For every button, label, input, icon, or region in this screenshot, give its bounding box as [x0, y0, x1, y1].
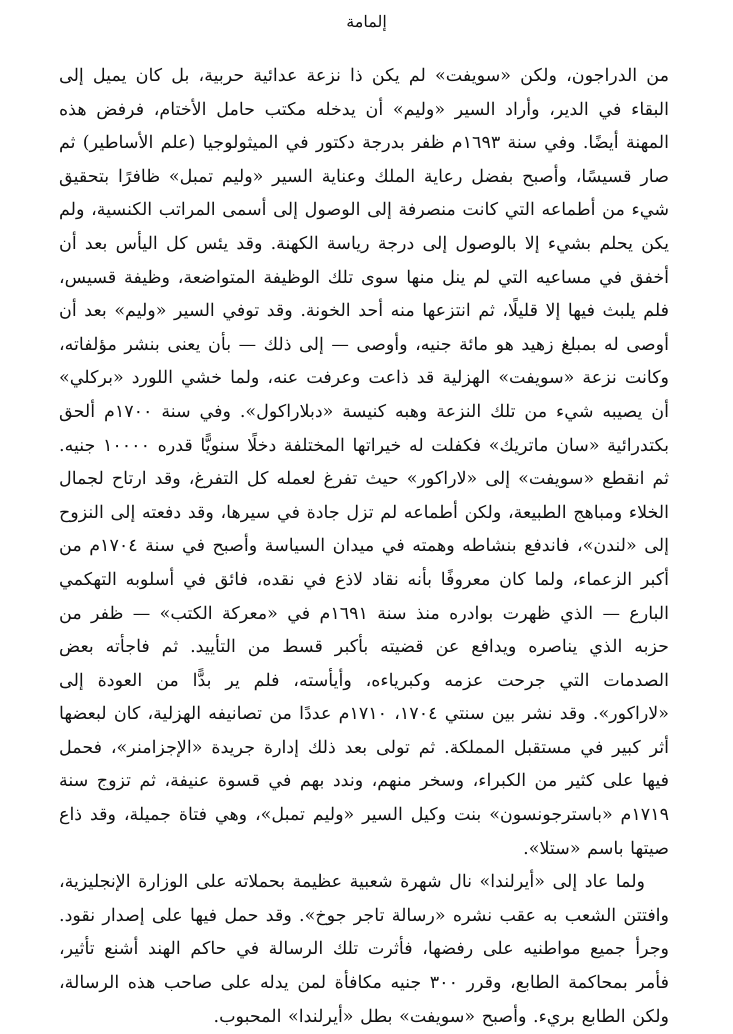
running-header: إلمامة: [346, 12, 387, 31]
page-body: [59, 60, 669, 1034]
paragraph-1: من الدراجون، ولكن «سويفت» لم يكن ذا نزعة عدائية حربية، بل كان يميل إلى البقاء في الدير، وأراد السير «وليم» أن يدخله مكتب حامل الأختام، فرفض هذه المهنة أيضًا. وفي سنة ١٦٩٣م ظفر بدرجة دكتور في الميثولوجيا (علم الأساطير) ثم صار قسيسًا، وأصبح بفضل رعاية الملك وعناية السير «وليم تمبل» ظافرًا بتحقيق شيء من أطماعه التي كانت منصرفة إلى الوصول إلى أسمى المراتب الكنسية، ولم يكن يحلم بشيء إلا بالوصول إلى درجة رياسة الكهنة. وقد يئس كل اليأس بعد أن أخفق في مساعيه التي لم ينل منها سوى تلك الوظيفة المتواضعة، وظيفة قسيس، فلم يلبث فيها إلا قليلًا، ثم انتزعها منه أحد الخونة. وقد توفي السير «وليم» بعد أن أوصى له بمبلغ زهيد هو مائة جنيه، وأوصى — إلى ذلك — بأن يعنى بنشر مؤلفاته، وكانت نزعة «سويفت» الهزلية قد ذاعت وعرفت عنه، ولما خشي اللورد «بركلي» أن يصيبه شيء من تلك النزعة وهبه كنيسة «دبلاراكول». وفي سنة ١٧٠٠م ألحق بكتدرائية «سان ماتريك» فكفلت له خيراتها المختلفة دخلًا سنويًّا قدره ١٠٠٠٠ جنيه. ثم انقطع «سويفت» إلى «لاراكور» حيث تفرغ لعمله كل التفرغ، وقد ارتاح لجمال الخلاء ومباهج الطبيعة، ولكن أطماعه لم تزل جادة في سيرها، وقد دفعته إلى النزوح إلى «لندن»، فاندفع بنشاطه وهمته في ميدان السياسة وأصبح في سنة ١٧٠٤م من أكبر الزعماء، ولما كان معروفًا بأنه نقاد لاذع في نقده، فائق في أسلوبه التهكمي البارع — الذي ظهرت بوادره منذ سنة ١٦٩١م في «معركة الكتب» — ظفر من حزبه الذي يناصره ويدافع عن قضيته بأكبر قسط من التأييد. ثم فاجأته بعض الصدمات التي جرحت عزمه وكبرياءه، وأيأسته، فلم ير بدًّا من العودة إلى «لاراكور». وقد نشر بين سنتي ١٧٠٤، ١٧١٠م عددًا من تصانيفه الهزلية، كان لبعضها أثر كبير في مستقبل المملكة. ثم تولى بعد ذلك إدارة جريدة «الإجزامنر»، فحمل فيها على كثير من الكبراء، وسخر منهم، وندد بهم في قسوة عنيفة، ثم تزوج سنة ١٧١٩م «باسترجونسون» بنت وكيل السير «وليم تمبل»، وهي فتاة جميلة، وقد ذاع صيتها باسم «ستلا».: [59, 66, 670, 859]
paragraph-2: ولما عاد إلى «أيرلندا» نال شهرة شعبية عظيمة بحملاته على الوزارة الإنجليزية، وافتتن الشعب به عقب نشره «رسالة تاجر جوخ». وقد حمل فيها على إصدار نقود. وجرأ جميع مواطنيه على رفضها، فأثرت تلك الرسالة في حاكم الهند أشنع تأثير، فأمر بمحاكمة الطابع، وقرر ٣٠٠ جنيه مكافأة لمن يدله على صاحب هذه الرسالة، ولكن الطابع بريء. وأصبح «سويفت» بطل «أيرلندا» المحبوب.: [59, 872, 669, 1027]
